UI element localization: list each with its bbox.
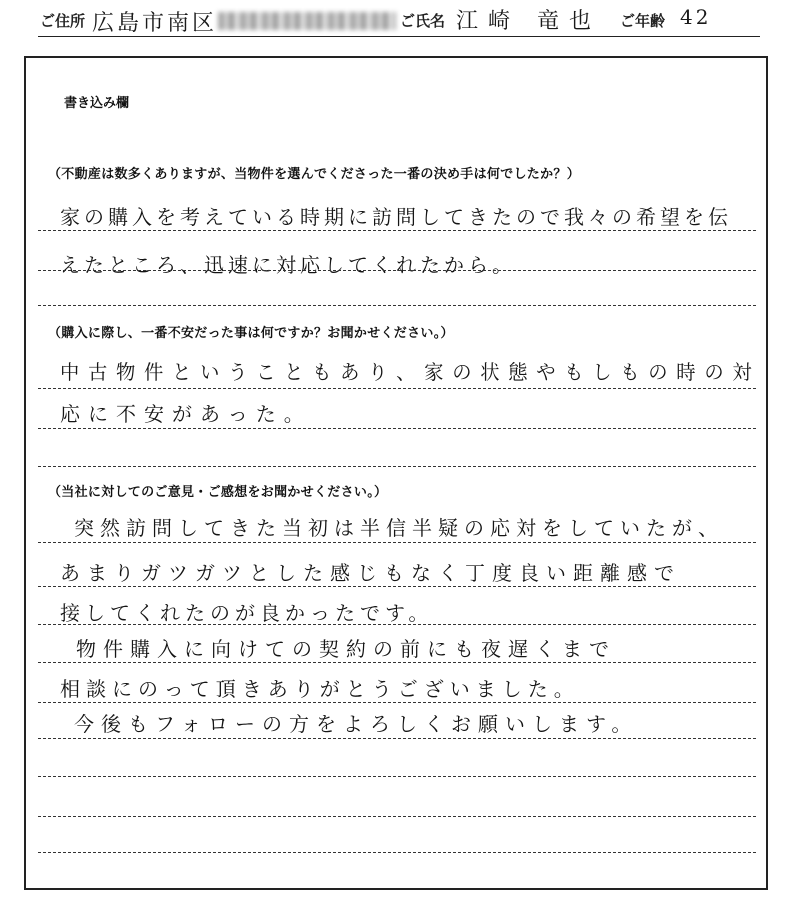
writing-line — [38, 702, 756, 703]
answer-3-line-2: あまりガツガツとした感じもなく丁度良い距離感で — [60, 561, 681, 585]
address-label: ご住所 — [40, 12, 86, 30]
writing-line — [38, 738, 756, 739]
answer-1-line-1: 家の購入を考えている時期に訪問してきたので我々の希望を伝 — [60, 205, 732, 229]
answer-3-line-3: 接してくれたのが良かったです。 — [60, 601, 434, 625]
header-underline — [38, 36, 760, 37]
answer-3-line-6: 今後もフォローの方をよろしくお願いします。 — [74, 712, 639, 736]
address-value: 広島市南区 — [92, 11, 218, 36]
answer-3-line-1: 突然訪問してきた当初は半信半疑の応対をしていたが、 — [74, 516, 724, 540]
writing-line — [38, 662, 756, 663]
age-label: ご年齢 — [620, 12, 666, 30]
answer-1-line-2: えたところ、迅速に対応してくれたから。 — [60, 253, 516, 277]
writing-line — [38, 586, 756, 587]
question-2: （購入に際し、一番不安だった事は何ですか？お聞かせください。） — [48, 326, 454, 341]
writing-line — [38, 305, 756, 306]
question-1: （不動産は数多くありますが、当物件を選んでくださった一番の決め手は何でしたか？） — [48, 167, 580, 182]
writing-line — [38, 624, 756, 625]
writing-line — [38, 428, 756, 429]
redacted-address — [218, 12, 396, 30]
writing-line — [38, 776, 756, 777]
name-value: 江崎 竜也 — [456, 9, 601, 34]
writing-line — [38, 542, 756, 543]
answer-2-line-1: 中古物件ということもあり、家の状態やもしもの時の対 — [60, 360, 761, 384]
writing-line — [38, 816, 756, 817]
age-value: 42 — [680, 5, 712, 29]
writing-line — [38, 852, 756, 853]
writing-line — [38, 388, 756, 389]
writing-line — [38, 230, 756, 231]
writing-line — [38, 466, 756, 467]
form-title: 書き込み欄 — [64, 96, 130, 111]
answer-3-line-5: 相談にのって頂きありがとうございました。 — [60, 677, 580, 701]
answer-2-line-2: 応に不安があった。 — [60, 402, 312, 426]
question-3: （当社に対してのご意見・ご感想をお聞かせください。） — [48, 485, 388, 500]
answer-3-line-4: 物件購入に向けての契約の前にも夜遅くまで — [76, 637, 616, 661]
name-label: ご氏名 — [400, 12, 446, 30]
writing-line — [38, 270, 756, 271]
